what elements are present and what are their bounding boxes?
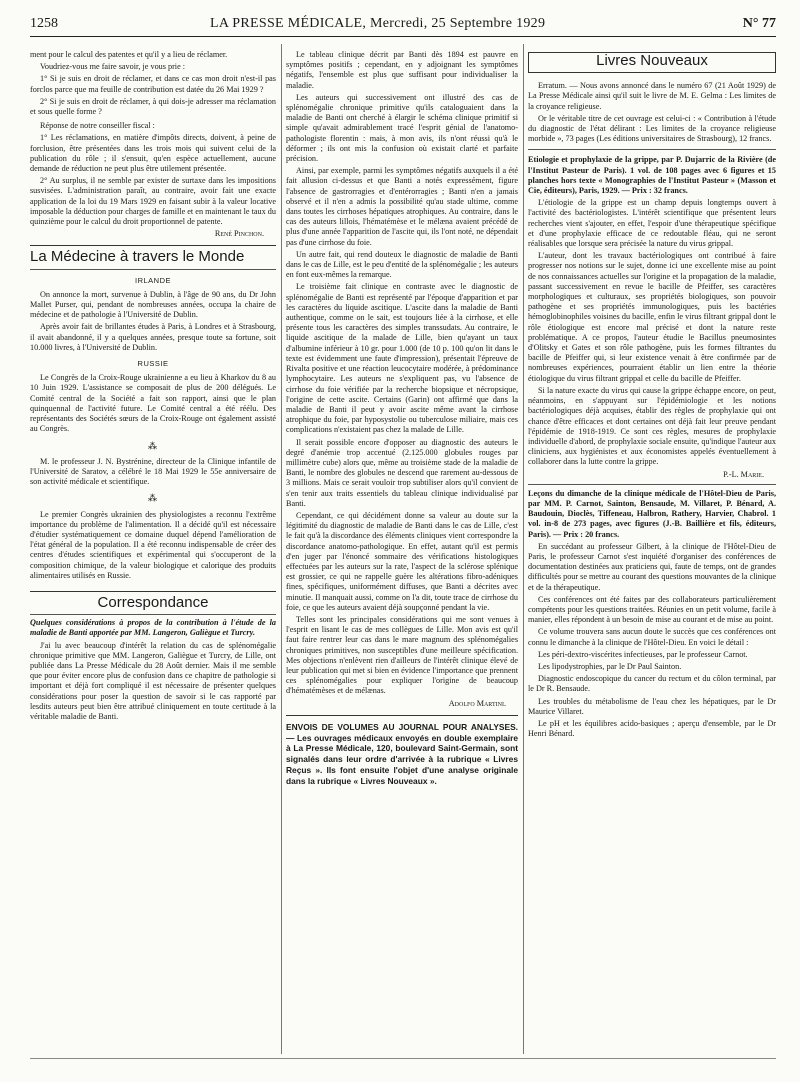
column-left	[30, 50, 276, 724]
section-divider	[528, 149, 776, 150]
paragraph: Ces conférences ont été faites par des collaborateurs particulièrement compétents pour les questions traitées. Réunies en un petit volume, facile à manier, elles répondent à un besoin de mise au courant et de mise au point.	[528, 594, 776, 625]
paragraph: Ce volume trouvera sans aucun doute le succès que ces conférences ont connu le dimanche à la clinique de l'Hôtel-Dieu. En voici le détail :	[528, 627, 776, 647]
paragraph: 2° Si je suis en droit de réclamer, à qui dois-je adresser ma réclamation et sous quelle forme ?	[30, 96, 276, 117]
paragraph: On annonce la mort, survenue à Dublin, à l'âge de 90 ans, du Dr John Mallet Purser, qui, pendant de nombreuses années, occupa la chaire de médecine et de pathologie à l'Université de Dublin.	[30, 289, 276, 320]
paragraph: Les péri-dextro-viscérites infectieuses, par le professeur Carnot.	[538, 649, 748, 659]
paragraph: Le tableau clinique décrit par Banti dès 1894 est pauvre en symptômes positifs ; cependant, en y adjoignant les symptômes négatifs, l'ensemble est plus que suffisant pour individualiser la maladie.	[286, 50, 518, 90]
paragraph: Il serait possible encore d'opposer au diagnostic des auteurs le degré d'anémie trop accentué (2.125.000 globules rouges par millimètre cube) alors que, même au troisième stade de la maladie de Banti, le nombre des globules ne descend que rarement au-dessous de 3 millions. Mais ce serait vouloir trop subtiliser alors qu'il convient de s'en tenir aux traits essentiels du tableau clinique individualisé par Banti.	[286, 437, 518, 508]
notice-envois-volumes: ENVOIS DE VOLUMES AU JOURNAL POUR ANALYSES. — Les ouvrages médicaux envoyés en double exemplaire à La Presse Médicale, 120, boulevard Saint-Germain, sont signalés dans leur ordre d'arrivée à la rubrique « Livres Reçus ». Ils font ensuite l'objet d'une analyse originale dans la rubrique « Livres Nouveaux ».	[286, 721, 518, 786]
section-divider	[30, 591, 276, 592]
paragraph: L'étiologie de la grippe est un champ depuis longtemps ouvert à l'activité des bactériologistes. L'intérêt scientifique que présentent leurs recherches vient s'ajouter, en effet, l'espoir d'une thérapeutique spécifique et d'une prophylaxie efficace de ce redoutable fléau, qui ne seront réalisables que lorsque sera précisée la nature du virus grippal.	[528, 198, 776, 249]
paragraph: Le pH et les équilibres acido-basiques ; aperçu d'ensemble, par le Dr Henri Bénard.	[528, 718, 776, 739]
paragraph: Or le véritable titre de cet ouvrage est celui-ci : « Contribution à l'étude du diagnostic de l'état délirant : Les limites de la croyance religieuse morbide », 73 pages (Les éditions universitaires de Strasbourg), 12 francs.	[528, 113, 776, 144]
paragraph: J'ai lu avec beaucoup d'intérêt la relation du cas de splénomégalie chronique primitive que MM. Langeron, Galiègue et Turcry, de Lille, ont publiée dans La Presse Médicale du 28 Août dernier. Mais il me semble que pour éviter encore plus de confusion dans ce chapitre de pathologie si important et déjà fort compliqué il est nécessaire de présenter quelques considérations pour poser la question de savoir si le cas rapporté par lesdits auteurs peut bien être attribué cliniquement en toute certitude à la véritable maladie de Banti.	[30, 640, 276, 721]
page-bottom-rule	[30, 1058, 776, 1059]
paragraph: Les auteurs qui successivement ont illustré des cas de splénomégalie chronique primitive qu'ils cataloguaient dans la maladie de Banti ont cherché à élargir le schéma clinique primitif si simple qu'avait admirablement tracé l'esprit génial de l'anatomo-pathologiste florentin : mais, à mon avis, ils n'ont réussi qu'à le déformer ; ils ont mis la confusion où existait clarté et parfaite précision.	[286, 92, 518, 164]
paragraph: Les troubles du métabolisme de l'eau chez les hépatiques, par le Dr Maurice Villaret.	[528, 696, 776, 716]
signature: Adolfo Martini.	[448, 698, 506, 708]
section-divider	[528, 484, 776, 485]
journal-title: LA PRESSE MÉDICALE, Mercredi, 25 Septembre 1929	[210, 16, 546, 31]
correspondance-subtitle: Quelques considérations à propos de la contribution à l'étude de la maladie de Banti apportée par MM. Langeron, Galiègue et Turcry.	[30, 618, 276, 638]
column-divider	[523, 44, 524, 1054]
book-reference: Etiologie et prophylaxie de la grippe, par P. Dujarric de la Rivière (de l'Institut Pasteur de Paris). 1 vol. de 108 pages avec 6 figures et 15 planches hors texte « Monographies de l'Institut Pasteur » (Masson et Cie, éditeurs), Paris, 1929. — Prix : 32 francs.	[528, 155, 776, 196]
section-divider	[30, 269, 276, 270]
paragraph: En succédant au professeur Gilbert, à la clinique de l'Hôtel-Dieu de Paris, le professeur Carnot s'est inquiété d'organiser des conférences de documentation destinées aux praticiens qui, faute de temps, ont de grandes difficultés pour se mettre au courant des questions mouvantes de la clinique et de la thérapeutique.	[528, 541, 776, 592]
paragraph: Le troisième fait clinique en contraste avec le diagnostic de splénomégalie de Banti est représenté par l'époque d'apparition et par les caractères du liquide ascitique. L'ascite dans la maladie de Banti authentique, comme on le sait, est toujours liée à la cirrhose, et elle présente tous les caractères des simples transsudats. Au contraire, le liquide ascitique de la malade de Lille, bien qu'ayant un taux d'albumine inférieur à 10 gr. pour 1.000 (de 10 p. 100 qu'on lit dans le texte est évidemment une faute d'impression), présentait l'épreuve de Rivalta positive et une réaction leucocytaire modérée, à prédominance lymphocytaire. Les auteurs ne s'expliquent pas, vu l'absence de cirrhose du foie vérifiée par la recherche biopsique et nécropsique, l'origine de cette ascite. Certains (Garin) ont affirmé que dans la maladie de Banti il peut y avoir ascite même avant la cirrhose atrophique du foie, par hyposystolie ou tuberculose miliaire, mais ces complications n'existaient pas chez la malade de Lille.	[286, 282, 518, 435]
paragraph: Erratum. — Nous avons annoncé dans le numéro 67 (21 Août 1929) de La Presse Médicale ainsi qu'il suit le livre de M. E. Gelma : Les limites de la croyance religieuse.	[528, 81, 776, 111]
paragraph: Après avoir fait de brillantes études à Paris, à Londres et à Strasbourg, il avait abandonné, il y a quelques années, presque toute sa fortune, soit 10.000 livres, à l'Université de Dublin.	[30, 322, 276, 352]
page-number: 1258	[30, 16, 58, 31]
paragraph: Telles sont les principales considérations qui me sont venues à l'esprit en lisant le cas de mes collègues de Lille. Mon avis est qu'il faut faire rentrer leur cas dans le mare magnum des splénomégalies chroniques primitives, non susceptibles d'une meilleure spécification. Mes objections n'enlèvent rien d'ailleurs de l'intérêt clinique élevé de leur publication qui met si bien en évidence l'importance que prennent ces splénomégalies pour expliquer l'origine de beaucoup d'hématémèses et de mélænas.	[286, 614, 518, 696]
subheading-irlande: IRLANDE	[134, 275, 171, 285]
paragraph: Si la nature exacte du virus qui cause la grippe échappe encore, on peut, néanmoins, en s'appuyant sur l'épidémiologie et les notions bactériologiques déjà acquises, établir des règles de prophylaxie qui ont chance d'être efficaces et dont certaines ont déjà fait leur preuve pendant l'épidémie de 1918-1919. Ce sont ces règles, mesures de prophylaxie individuelle d'abord, de prophylaxie sociale ensuite, qu'indique l'auteur aux cliniciens, aux hygiénistes et aux économistes appelés éventuellement à collaborer dans la lutte contre la grippe.	[528, 385, 776, 467]
paragraph: Le Congrès de la Croix-Rouge ukrainienne a eu lieu à Kharkov du 8 au 10 Juin 1929. L'assistance se composait de plus de 200 délégués. Le Comité central de la Société a fait son rapport, ainsi que le plan quinquennal de l'activité future. Le Comité central a été réélu. Des représentants des Sociétés sœurs de la Croix-Rouge ont également assisté au Congrès.	[30, 373, 276, 434]
paragraph: Réponse de notre conseiller fiscal :	[40, 121, 155, 131]
paragraph: 2° Au surplus, il ne semble par exister de surtaxe dans les impositions susvisées. L'administration paraît, au contraire, avoir fait une exacte application de la loi du 19 Mars 1929 en faisant subir à la valeur locative imposable la déduction pour charges de famille et en maintenant le taux du quinzième pour le calcul du droit proportionnel de patente.	[30, 176, 276, 227]
book-reference: Leçons du dimanche de la clinique médicale de l'Hôtel-Dieu de Paris, par MM. P. Carnot, Sainton, Bensaude, M. Villaret, P. Bénard, A. Baudouin, Dioclès, Tiffeneau, Halbron, Rathery, Harvier, Chabrol. 1 vol. in-8 de 273 pages, avec figures (J.-B. Baillière et fils, éditeurs, Paris). — Prix : 20 francs.	[528, 488, 776, 539]
section-divider	[30, 614, 276, 615]
paragraph: L'auteur, dont les travaux bactériologiques ont contribué à faire progresser nos notions sur le sujet, donne ici une excellente mise au point de nos connaissances actuelles sur l'origine et la propagation de la maladie, passant successivement en revue le bacille de Pfeiffer, ses caractères morphologiques et culturaux, ses propriétés biologiques, son pouvoir pathogène et ses propriétés immunologiques, puis les bactéries hémoglobinophiles voisines du bacille, enfin le virus filtrant grippal dont le rôle étiologique est encore mal précisé et dont la nature reste problématique. A ce propos, l'auteur étudie le Bacillus pneumosintes d'Olitsky et Gates et son rôle pathogène, puis les formes filtrantes du bacille de Pfeiffer qui, si leur existence venait à être confirmée par de nombreuses expériences, pourraient établir un lien entre la théorie étiologique du virus filtrant grippal et celle du bacille de Pfeiffer.	[528, 251, 776, 383]
page-header	[30, 14, 776, 37]
subheading-russie: RUSSIE	[137, 359, 169, 369]
paragraph: Les lipodystrophies, par le Dr Paul Sainton.	[538, 661, 682, 671]
section-title-monde: La Médecine à travers le Monde	[30, 248, 245, 266]
paragraph: Un autre fait, qui rend douteux le diagnostic de maladie de Banti dans le cas de Lille, est le peu d'entité de la splénomégalie ; les auteurs en font eux-mêmes la remarque.	[286, 249, 518, 280]
paragraph: Voudriez-vous me faire savoir, je vous prie :	[40, 62, 186, 72]
column-middle	[286, 50, 518, 787]
paragraph: Cependant, ce qui décidément donne sa valeur au doute sur la légitimité du diagnostic de maladie de Banti dans le cas de Lille, c'est le fait qu'à la discordance des éléments cliniques vient correspondre la discordance anatomo-pathologique. En effet, autant qu'il est permis d'en juger par l'énoncé sommaire des vérifications histologiques effectuées par les auteurs sur la rate, l'aspect de la sclérose splénique est grossier, ce qui ne rappelle guère les altérations fibro-adéniques fines, spécifiques, uniformément diffuses, que Banti a décrites avec minutie. Il manquait aussi, comme on l'a dit, toute trace de cirrhose du foie, ce que les auteurs avaient déjà soupçonné pendant la vie.	[286, 510, 518, 612]
separator-stars: ⁂	[148, 493, 158, 504]
paragraph: Ainsi, par exemple, parmi les symptômes négatifs auxquels il a été fait allusion ci-dessus et que Banti a notés expressément, figure l'absence de gastrorragies et d'entérorragies ; Banti n'en a jamais observé et il n'en a admis la possibilité qu'au stade ultime, comme dans toutes les cirrhoses hépatiques atrophiques. Au contraire, dans le cas des auteurs lillois, l'hématémèse et le mélæna avaient précédé de plus d'une année l'apparition de l'ascite qui, ils l'ont noté, ne dépendait pas d'une cirrhose du foie.	[286, 166, 518, 247]
paragraph: Le premier Congrès ukrainien des physiologistes a reconnu l'extrême importance du problème de l'alimentation. Il a décidé qu'il est nécessaire d'étudier systématiquement ce domaine duquel dépend l'amélioration de l'état général de la population. Il a été reconnu indispensable de créer des centres d'études scientifiques et expérimental qui s'occuperont de la composition chimique, de la valeur biologique et calorique des produits alimentaires utilisés en Russie.	[30, 509, 276, 580]
paragraph: Diagnostic endoscopique du cancer du rectum et du côlon terminal, par le Dr R. Bensaude.	[528, 674, 776, 694]
separator-stars: ⁂	[148, 440, 158, 451]
section-divider	[30, 245, 276, 246]
issue-number: N° 77	[742, 16, 776, 31]
signature: René Pinchon.	[214, 229, 264, 239]
paragraph: 1° Les réclamations, en matière d'impôts directs, doivent, à peine de forclusion, être présentées dans les trois mois qui suivent celui de la publication du rôle ; il s'ensuit, qu'en espèce actuellement, aucune demande de réduction ne peut plus être utilement présentée.	[30, 133, 276, 174]
paragraph: ment pour le calcul des patentes et qu'il y a lieu de réclamer.	[30, 50, 228, 59]
column-divider	[281, 44, 282, 1054]
signature: P.-L. Marie.	[723, 469, 764, 479]
paragraph: 1° Si je suis en droit de réclamer, et dans ce cas mon droit n'est-il pas forclos parce que ma feuille de contribution est datée du 26 Mai 1929 ?	[30, 74, 276, 94]
column-right	[528, 50, 776, 741]
section-title-correspondance: Correspondance	[97, 593, 209, 611]
section-title-livres-box	[528, 52, 776, 73]
paragraph: M. le professeur J. N. Bystrénine, directeur de la Clinique infantile de l'Université de Saratov, a célébré le 18 Mai 1929 le 55e anniversaire de son activité médicale et scientifique.	[30, 456, 276, 487]
section-divider	[286, 715, 518, 716]
section-title-livres: Livres Nouveaux	[596, 52, 708, 69]
